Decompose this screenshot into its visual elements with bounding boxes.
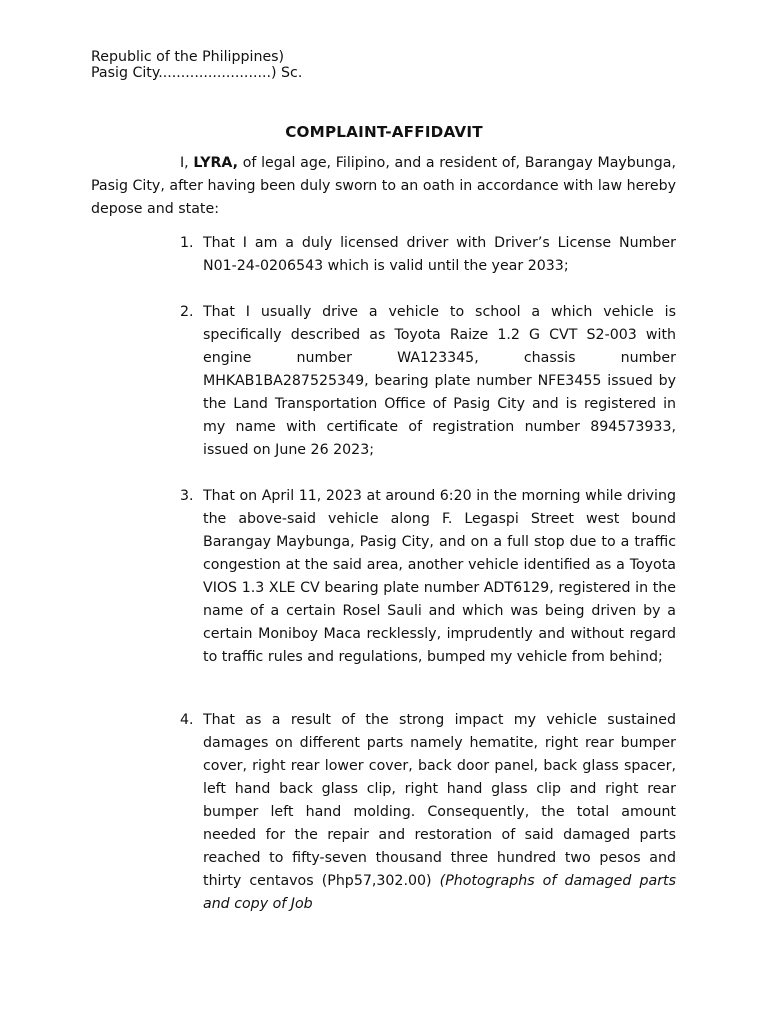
venue-line-1: Republic of the Philippines): [91, 49, 285, 65]
statement-number: 1.: [180, 235, 194, 251]
venue-line-2: Pasig City.........................) Sc.: [91, 65, 303, 81]
statement-item: [180, 485, 676, 669]
intro-pre: I,: [180, 155, 194, 171]
intro-paragraph: [91, 152, 676, 221]
affiant-name: LYRA,: [193, 155, 239, 171]
statement-text: That as a result of the strong impact my vehicle sustained damages on different parts namely hematite, right rear bumper cover, right rear lower cover, back door panel, back glass spacer, left hand back glass clip, right hand glass clip and right rear bumper left hand molding. Consequently, the total amount needed for the repair and restoration of said damaged parts reached to fifty-seven thousand three hundred two pesos and thirty centavos (Php57,302.00) (Photographs of damaged parts and copy of Job: [203, 712, 676, 912]
venue-header: [91, 49, 302, 81]
statement-item: [180, 709, 676, 916]
statement-item: [180, 232, 676, 278]
statement-text: That on April 11, 2023 at around 6:20 in the morning while driving the above-said vehicle along F. Legaspi Street west bound Barangay Maybunga, Pasig City, and on a full stop due to a traffic congestion at the said area, another vehicle identified as a Toyota VIOS 1.3 XLE CV bearing plate number ADT6129, registered in the name of a certain Rosel Sauli and which was being driven by a certain Moniboy Maca recklessly, imprudently and without regard to traffic rules and regulations, bumped my vehicle from behind;: [203, 488, 676, 665]
document-title: COMPLAINT-AFFIDAVIT: [285, 123, 483, 141]
statement-number: 2.: [180, 304, 194, 320]
statement-text: That I usually drive a vehicle to school a which vehicle is specifically described as Toyota Raize 1.2 G CVT S2-003 with engine number WA123345, chassis number MHKAB1BA287525349, bearing plate number NFE3455 issued by the Land Transportation Office of Pasig City and is registered in my name with certificate of registration number 894573933, issued on June 26 2023;: [203, 304, 676, 458]
statement-text: That I am a duly licensed driver with Driver’s License Number N01-24-0206543 which is valid until the year 2033;: [203, 235, 676, 274]
italic-note: (Photographs of damaged parts and copy of Job: [203, 873, 676, 912]
statement-item: [180, 301, 676, 462]
intro-post: of legal age, Filipino, and a resident of, Barangay Maybunga, Pasig City, after having been duly sworn to an oath in accordance with law hereby depose and state:: [91, 155, 676, 217]
statement-number: 4.: [180, 712, 194, 728]
statement-number: 3.: [180, 488, 194, 504]
